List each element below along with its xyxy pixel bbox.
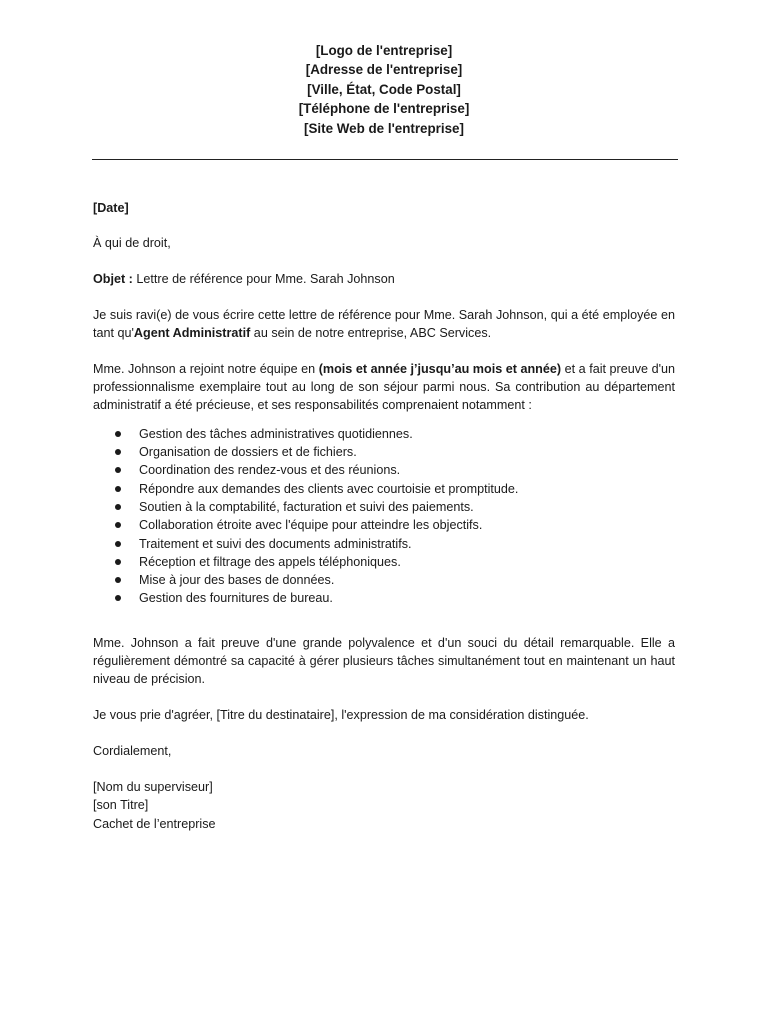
tenure-text-start: Mme. Johnson a rejoint notre équipe en (93, 361, 319, 376)
bullet-icon (115, 595, 121, 601)
bullet-icon (115, 504, 121, 510)
intro-text-start: Je suis ravi(e) de vous écrire cette lettre de référence pour Mme. Sarah Johnson, qui a été employée en tant qu' (93, 307, 675, 340)
subject-text: Lettre de référence pour Mme. Sarah Johnson (132, 271, 395, 286)
bullet-icon (115, 522, 121, 528)
list-item (93, 553, 675, 571)
list-item (93, 480, 675, 498)
list-item (93, 571, 675, 589)
bullet-icon (115, 431, 121, 437)
duty-text: Mise à jour des bases de données. (139, 573, 335, 588)
supervisor-name: [Nom du superviseur] (93, 779, 213, 794)
list-item (93, 535, 675, 553)
bullet-icon (115, 559, 121, 565)
company-address: [Adresse de l'entreprise] (305, 62, 463, 78)
duties-list (93, 425, 675, 608)
job-title: Agent Administratif (133, 325, 251, 340)
list-item (93, 589, 675, 607)
company-logo-placeholder: [Logo de l'entreprise] (315, 43, 453, 58)
bullet-icon (115, 449, 121, 455)
tenure-dates: (mois et année j’jusqu’au mois et année) (318, 361, 562, 376)
bullet-icon (115, 541, 121, 547)
subject-line (93, 270, 675, 288)
subject-label: Objet : (93, 271, 133, 286)
duty-text: Coordination des rendez-vous et des réunions. (139, 463, 401, 478)
duty-text: Gestion des fournitures de bureau. (139, 591, 333, 606)
list-item (93, 443, 675, 461)
duty-text: Collaboration étroite avec l'équipe pour atteindre les objectifs. (139, 518, 483, 533)
letter-body (93, 199, 675, 833)
duty-text: Soutien à la comptabilité, facturation et suivi des paiements. (139, 499, 474, 514)
duty-text: Gestion des tâches administratives quotidiennes. (139, 426, 413, 441)
bullet-icon (115, 486, 121, 492)
company-stamp: Cachet de l’entreprise (93, 816, 216, 831)
list-item (93, 425, 675, 443)
intro-paragraph (93, 306, 675, 343)
signature-block (93, 778, 675, 833)
intro-text-end: au sein de notre entreprise, ABC Services. (250, 325, 492, 340)
closing-formula: Je vous prie d'agréer, [Titre du destinataire], l'expression de ma considération distinguée. (93, 708, 589, 723)
bullet-icon (115, 467, 121, 473)
salutation: À qui de droit, (93, 235, 171, 250)
list-item (93, 516, 675, 534)
letter-date: [Date] (93, 201, 129, 215)
company-city-state-zip: [Ville, État, Code Postal] (307, 81, 461, 97)
letterhead (0, 41, 768, 138)
tenure-text-end: et a fait preuve d'un professionnalisme exemplaire tout au long de son séjour parmi nous. Sa contribution au département administratif a été précieuse, et ses responsabilités comprenaient notamment : (93, 361, 675, 413)
qualities-paragraph: Mme. Johnson a fait preuve d'une grande polyvalence et d'un souci du détail remarquable. Elle a régulièrement démontré sa capacité à gérer plusieurs tâches simultanément tout en maintenant un haut niveau de précision. (93, 635, 675, 687)
list-item (93, 498, 675, 516)
bullet-icon (115, 577, 121, 583)
signoff: Cordialement, (93, 744, 172, 759)
duty-text: Répondre aux demandes des clients avec courtoisie et promptitude. (139, 481, 519, 496)
list-item (93, 461, 675, 479)
tenure-paragraph (93, 360, 675, 415)
header-divider (92, 159, 678, 160)
company-phone: [Téléphone de l'entreprise] (298, 101, 470, 117)
company-website: [Site Web de l'entreprise] (304, 120, 464, 136)
duty-text: Organisation de dossiers et de fichiers. (139, 445, 357, 460)
duty-text: Traitement et suivi des documents administratifs. (139, 536, 412, 551)
supervisor-title: [son Titre] (93, 798, 149, 813)
duty-text: Réception et filtrage des appels téléphoniques. (139, 554, 401, 569)
